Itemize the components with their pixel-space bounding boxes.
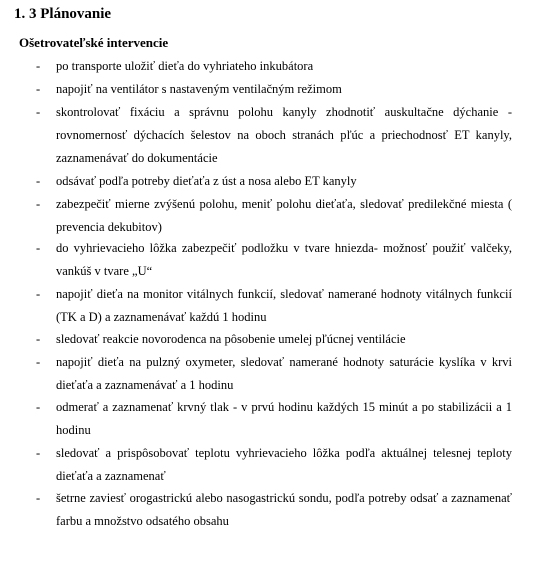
- list-bullet: -: [36, 446, 41, 460]
- list-item-text: odsávať podľa potreby dieťaťa z úst a nosa alebo ET kanyly: [56, 174, 357, 188]
- list-bullet: -: [36, 355, 41, 369]
- list-item-text: šetrne zaviesť orogastrickú alebo nasogastrickú sondu, podľa potreby odsať a zaznamenať farbu a množstvo odsatého obsahu: [56, 491, 512, 528]
- subsection-heading: Ošetrovateľské intervencie: [19, 35, 169, 50]
- list-bullet: -: [36, 59, 41, 73]
- list-item-text: napojiť na ventilátor s nastaveným ventilačným režimom: [56, 82, 342, 96]
- list-item-text: skontrolovať fixáciu a správnu polohu kanyly zhodnotiť auskultačne dýchanie - rovnomernosť dýchacích šelestov na oboch stranách pľúc a priechodnosť ET kanyly, zaznamenávať do dokumentácie: [56, 105, 512, 165]
- list-item-text: napojiť dieťa na monitor vitálnych funkcií, sledovať namerané hodnoty vitálnych funkcií (TK a D) a zaznamenávať každú 1 hodinu: [56, 287, 512, 324]
- section-heading: 1. 3 Plánovanie: [14, 6, 112, 22]
- list-item-text: odmerať a zaznamenať krvný tlak - v prvú hodinu každých 15 minút a po stabilizácii a 1 hodinu: [56, 400, 512, 437]
- list-bullet: -: [36, 105, 41, 119]
- list-bullet: -: [36, 491, 41, 505]
- list-bullet: -: [36, 174, 41, 188]
- list-bullet: -: [36, 287, 41, 301]
- list-bullet: -: [36, 197, 41, 211]
- list-item-text: do vyhrievacieho lôžka zabezpečiť podložku v tvare hniezda- možnosť použiť valčeky, vankúš v tvare „U“: [56, 241, 512, 278]
- list-item-text: sledovať reakcie novorodenca na pôsobenie umelej pľúcnej ventilácie: [56, 332, 406, 346]
- list-item-text: po transporte uložiť dieťa do vyhriateho inkubátora: [56, 59, 314, 73]
- list-bullet: -: [36, 332, 41, 346]
- list-bullet: -: [36, 400, 41, 414]
- list-bullet: -: [36, 241, 41, 255]
- list-item-text: sledovať a prispôsobovať teplotu vyhrievacieho lôžka podľa aktuálnej telesnej teploty dieťaťa a zaznamenať: [56, 446, 512, 483]
- list-item-text: napojiť dieťa na pulzný oxymeter, sledovať namerané hodnoty saturácie kyslíka v krvi dieťaťa a zaznamenávať a 1 hodinu: [56, 355, 512, 392]
- list-bullet: -: [36, 82, 41, 96]
- list-item-text: zabezpečiť mierne zvýšenú polohu, meniť polohu dieťaťa, sledovať predilekčné miesta ( prevencia dekubitov): [56, 197, 512, 234]
